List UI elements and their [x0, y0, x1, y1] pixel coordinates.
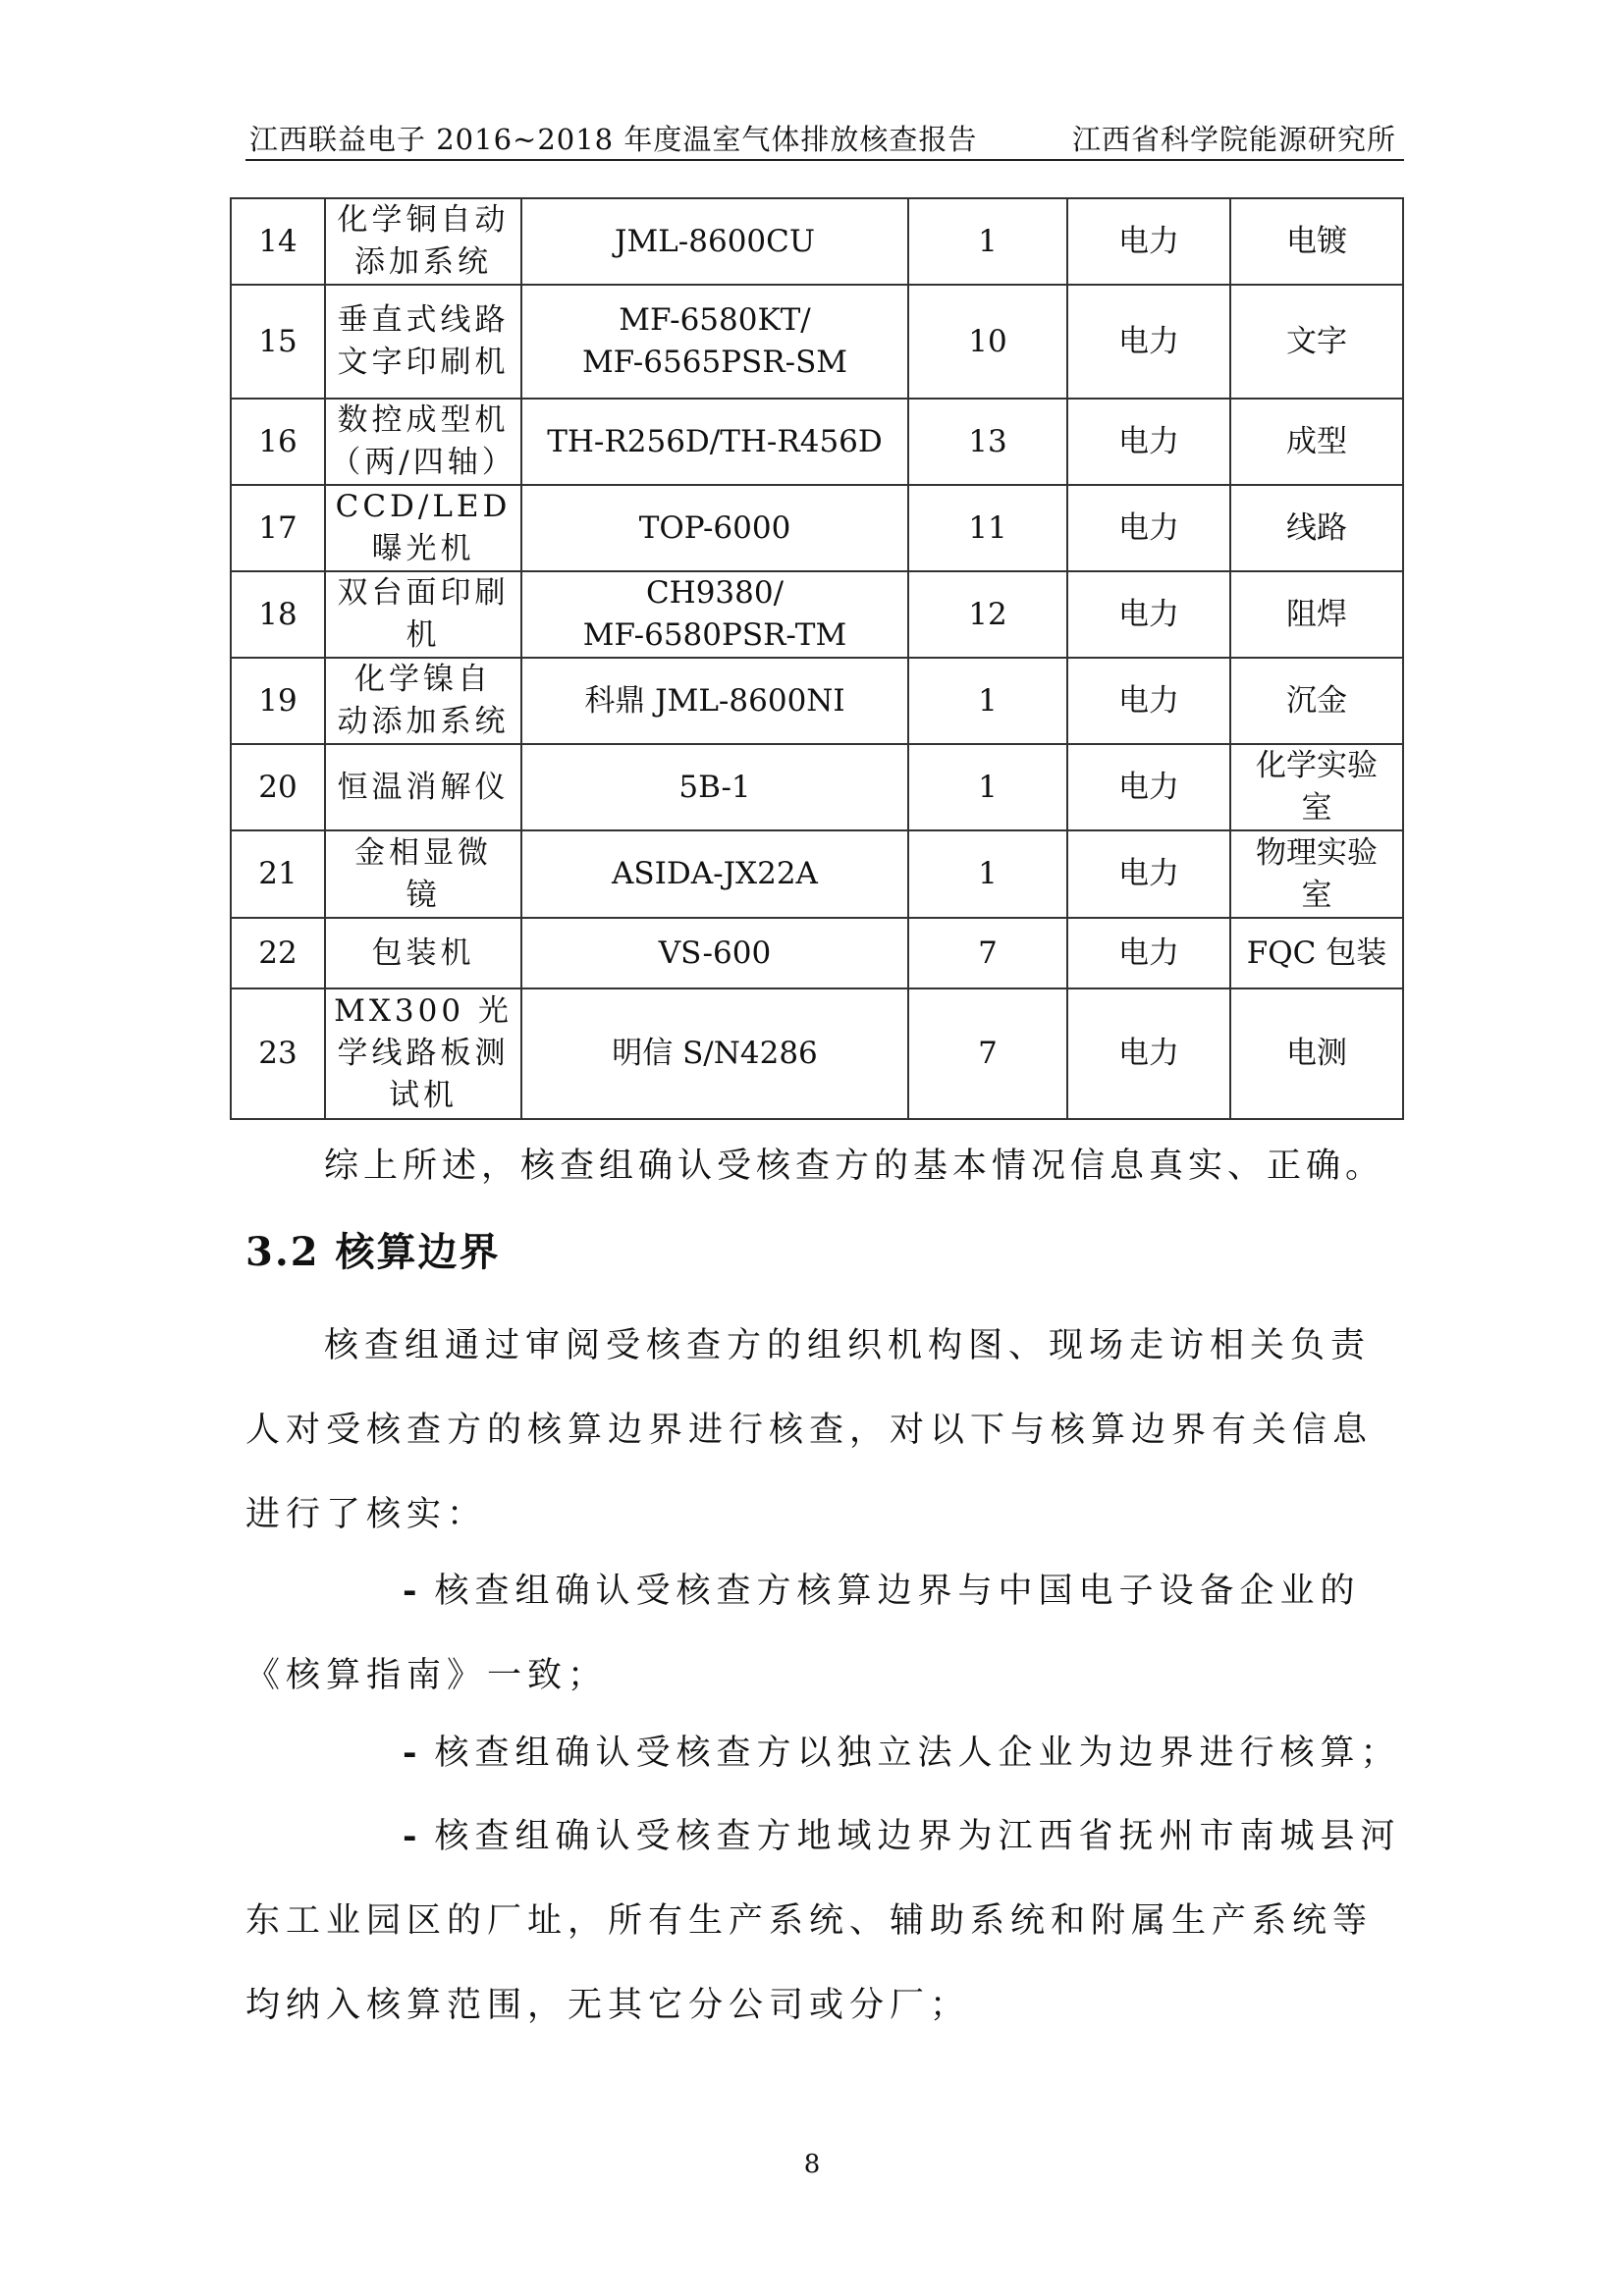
bullet-text: 核查组确认受核查方核算边界与中国电子设备企业的《核算指南》一致；	[245, 1572, 1361, 1695]
bullet-text: 核查组确认受核查方以独立法人企业为边界进行核算；	[434, 1734, 1401, 1773]
equipment-name: 化学镍自 动添加系统	[325, 658, 521, 744]
table-row	[231, 918, 1403, 988]
row-number: 19	[231, 658, 325, 744]
bullet-marker: -	[403, 1816, 417, 1856]
table-row	[231, 988, 1403, 1119]
equipment-quantity: 13	[908, 399, 1067, 485]
equipment-quantity: 1	[908, 198, 1067, 285]
bullet-item	[245, 1794, 1404, 2048]
process-stage: 沉金	[1230, 658, 1403, 744]
energy-type: 电力	[1067, 918, 1230, 988]
equipment-quantity: 1	[908, 830, 1067, 918]
equipment-name: 双台面印刷 机	[325, 571, 521, 658]
table-row	[231, 198, 1403, 285]
equipment-model: TH-R256D/TH-R456D	[521, 399, 908, 485]
process-stage: 化学实验 室	[1230, 744, 1403, 830]
row-number: 21	[231, 830, 325, 918]
equipment-model: MF-6580KT/ MF-6565PSR-SM	[521, 285, 908, 399]
equipment-model: VS-600	[521, 918, 908, 988]
process-stage: FQC 包装	[1230, 918, 1403, 988]
row-number: 18	[231, 571, 325, 658]
equipment-name: 包装机	[325, 918, 521, 988]
row-number: 23	[231, 988, 325, 1119]
table-row	[231, 571, 1403, 658]
equipment-model: ASIDA-JX22A	[521, 830, 908, 918]
equipment-model: CH9380/ MF-6580PSR-TM	[521, 571, 908, 658]
energy-type: 电力	[1067, 658, 1230, 744]
header-institute: 江西省科学院能源研究所	[1071, 123, 1396, 156]
energy-type: 电力	[1067, 571, 1230, 658]
equipment-name: MX300 光 学线路板测 试机	[325, 988, 521, 1119]
bullet-item	[245, 1549, 1404, 1718]
energy-type: 电力	[1067, 399, 1230, 485]
row-number: 20	[231, 744, 325, 830]
equipment-quantity: 11	[908, 485, 1067, 571]
section-heading: 3.2 核算边界	[245, 1229, 501, 1275]
energy-type: 电力	[1067, 988, 1230, 1119]
equipment-name: 金相显微 镜	[325, 830, 521, 918]
row-number: 15	[231, 285, 325, 399]
equipment-model: 明信 S/N4286	[521, 988, 908, 1119]
equipment-name: 化学铜自动 添加系统	[325, 198, 521, 285]
equipment-quantity: 12	[908, 571, 1067, 658]
equipment-model: 科鼎 JML-8600NI	[521, 658, 908, 744]
bullet-marker: -	[403, 1733, 417, 1773]
equipment-quantity: 7	[908, 988, 1067, 1119]
conclusion-paragraph: 综上所述，核查组确认受核查方的基本情况信息真实、正确。	[324, 1147, 1385, 1186]
table-row	[231, 285, 1403, 399]
equipment-model: TOP-6000	[521, 485, 908, 571]
equipment-name: 垂直式线路 文字印刷机	[325, 285, 521, 399]
row-number: 16	[231, 399, 325, 485]
equipment-name: CCD/LED 曝光机	[325, 485, 521, 571]
equipment-model: 5B-1	[521, 744, 908, 830]
process-stage: 阻焊	[1230, 571, 1403, 658]
process-stage: 成型	[1230, 399, 1403, 485]
equipment-name: 恒温消解仪	[325, 744, 521, 830]
header-report-title: 江西联益电子 2016~2018 年度温室气体排放核查报告	[249, 123, 978, 156]
process-stage: 物理实验 室	[1230, 830, 1403, 918]
equipment-quantity: 10	[908, 285, 1067, 399]
table-row	[231, 658, 1403, 744]
bullet-marker: -	[403, 1571, 417, 1611]
page-header	[245, 116, 1404, 161]
equipment-model: JML-8600CU	[521, 198, 908, 285]
equipment-table	[230, 197, 1404, 1120]
process-stage: 文字	[1230, 285, 1403, 399]
intro-paragraph: 核查组通过审阅受核查方的组织机构图、现场走访相关负责人对受核查方的核算边界进行核查，对以下与核算边界有关信息进行了核实：	[245, 1326, 1374, 1534]
energy-type: 电力	[1067, 485, 1230, 571]
bullet-text: 核查组确认受核查方地域边界为江西省抚州市南城县河东工业园区的厂址，所有生产系统、辅助系统和附属生产系统等均纳入核算范围，无其它分公司或分厂；	[245, 1817, 1401, 2025]
process-stage: 线路	[1230, 485, 1403, 571]
equipment-name: 数控成型机 （两/四轴）	[325, 399, 521, 485]
equipment-quantity: 7	[908, 918, 1067, 988]
table-row	[231, 830, 1403, 918]
page-number: 8	[803, 2150, 821, 2179]
energy-type: 电力	[1067, 830, 1230, 918]
bullet-item	[245, 1711, 1404, 1795]
table-row	[231, 485, 1403, 571]
energy-type: 电力	[1067, 198, 1230, 285]
energy-type: 电力	[1067, 285, 1230, 399]
process-stage: 电镀	[1230, 198, 1403, 285]
energy-type: 电力	[1067, 744, 1230, 830]
row-number: 22	[231, 918, 325, 988]
row-number: 17	[231, 485, 325, 571]
table-row	[231, 399, 1403, 485]
equipment-quantity: 1	[908, 658, 1067, 744]
equipment-quantity: 1	[908, 744, 1067, 830]
row-number: 14	[231, 198, 325, 285]
table-row	[231, 744, 1403, 830]
process-stage: 电测	[1230, 988, 1403, 1119]
